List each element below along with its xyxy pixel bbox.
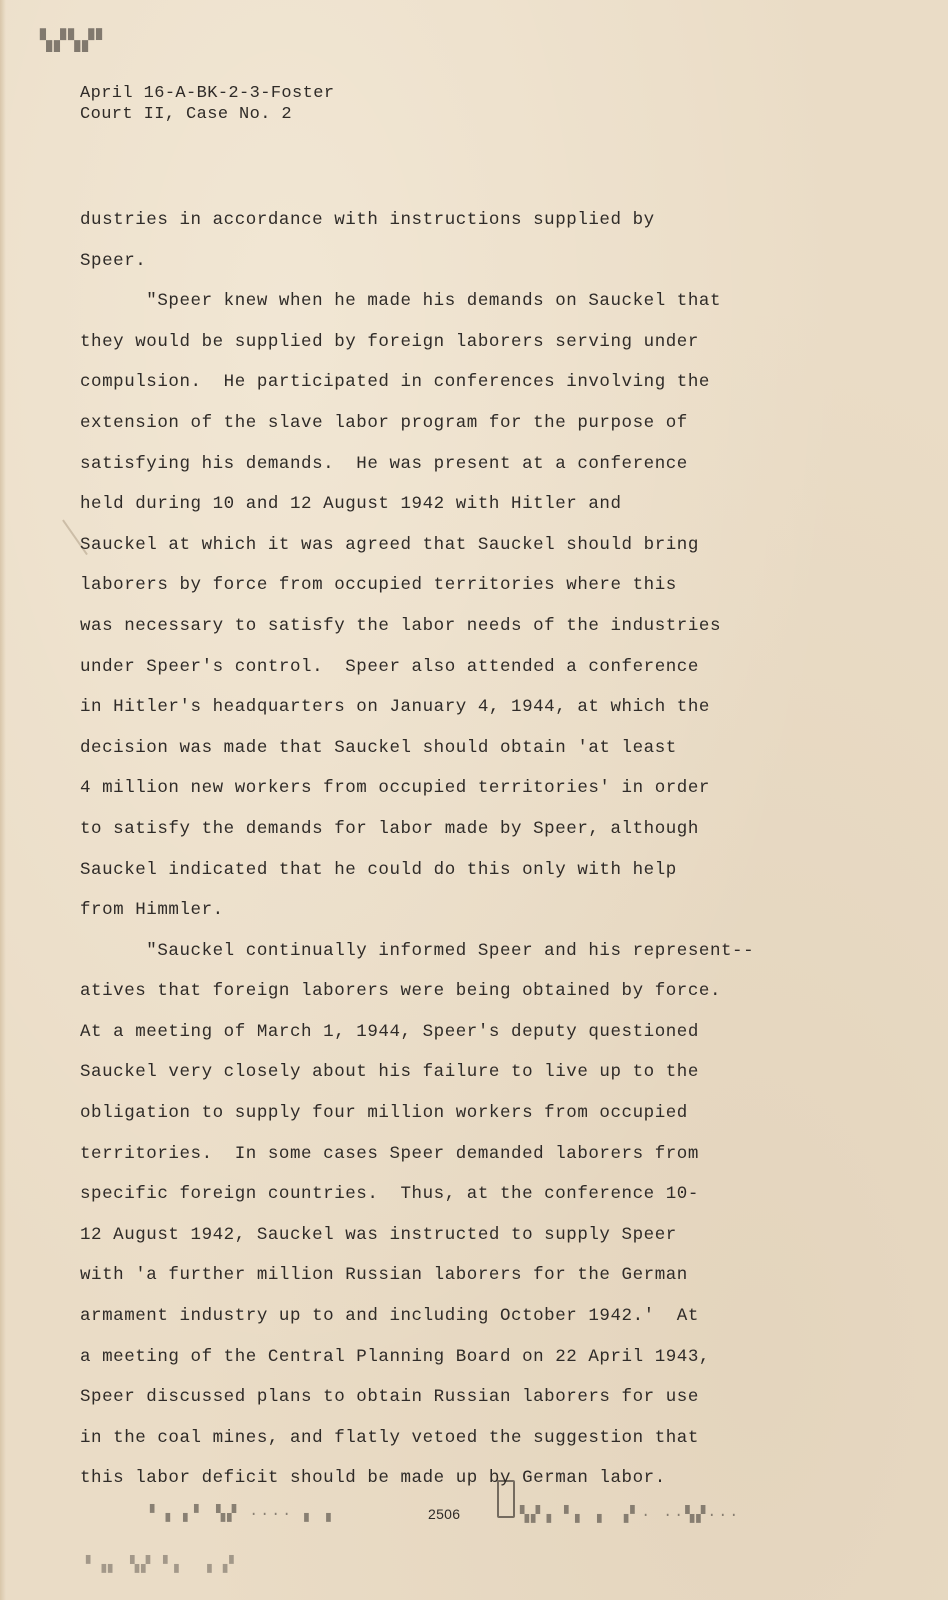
body-line: Speer discussed plans to obtain Russian laborers for use: [80, 1387, 699, 1408]
body-line: specific foreign countries. Thus, at the conference 10-: [80, 1184, 699, 1205]
body-line: Sauckel very closely about his failure to live up to the: [80, 1062, 699, 1083]
staple-mark: [497, 1480, 515, 1518]
body-line: "Sauckel continually informed Speer and his represent--: [80, 940, 755, 961]
body-line: to satisfy the demands for labor made by Speer, although: [80, 818, 699, 839]
header-court-case: Court II, Case No. 2: [80, 105, 293, 124]
body-line: in the coal mines, and flatly vetoed the suggestion that: [80, 1427, 699, 1448]
body-line: with 'a further million Russian laborers for the German: [80, 1265, 688, 1286]
body-line: Speer.: [80, 250, 147, 271]
body-line: 4 million new workers from occupied territories' in order: [80, 778, 710, 799]
ink-smudge-top: ▚▞▚▞▘: [40, 31, 111, 54]
body-line: "Speer knew when he made his demands on Sauckel that: [80, 291, 721, 312]
body-line: in Hitler's headquarters on January 4, 1944, at which the: [80, 697, 710, 718]
body-line: held during 10 and 12 August 1942 with Hitler and: [80, 494, 622, 515]
body-line: this labor deficit should be made up by German labor.: [80, 1468, 666, 1489]
body-line: extension of the slave labor program for the purpose of: [80, 412, 688, 433]
document-header: [80, 83, 334, 125]
body-line: At a meeting of March 1, 1944, Speer's deputy questioned: [80, 1021, 699, 1042]
body-line: decision was made that Sauckel should obtain 'at least: [80, 737, 677, 758]
document-body: [80, 200, 800, 1499]
body-line: from Himmler.: [80, 900, 224, 921]
ink-smudge-bottom-left: ▘▗ ▖▘ ▚▞ ∙∙∙∙ ▖ ▖: [150, 1506, 338, 1523]
body-line: laborers by force from occupied territories where this: [80, 575, 677, 596]
body-line: territories. In some cases Speer demanded laborers from: [80, 1143, 699, 1164]
body-line: obligation to supply four million workers from occupied: [80, 1103, 688, 1124]
body-line: a meeting of the Central Planning Board on 22 April 1943,: [80, 1346, 710, 1367]
body-line: satisfying his demands. He was present at a conference: [80, 453, 688, 474]
ink-smudge-footer: ▘▗▖ ▚▞ ▘▖ ▖▗▘: [86, 1557, 241, 1574]
body-line: armament industry up to and including October 1942.' At: [80, 1306, 699, 1327]
header-reference: April 16-A-BK-2-3-Foster: [80, 84, 335, 103]
body-line: Sauckel at which it was agreed that Sauckel should bring: [80, 534, 699, 555]
page-edge: [0, 0, 6, 1600]
body-line: 12 August 1942, Sauckel was instructed to supply Speer: [80, 1224, 677, 1245]
body-line: was necessary to satisfy the labor needs of the industries: [80, 615, 721, 636]
body-line: under Speer's control. Speer also attended a conference: [80, 656, 699, 677]
body-line: compulsion. He participated in conferences involving the: [80, 372, 710, 393]
body-line: dustries in accordance with instructions supplied by: [80, 210, 655, 230]
body-line: Sauckel indicated that he could do this only with help: [80, 859, 677, 880]
ink-smudge-bottom-right: ▚▞▗ ▘▖ ▖ ▗▘∙ ∙∙▚▞∙∙∙: [520, 1507, 741, 1524]
body-line: they would be supplied by foreign laborers serving under: [80, 331, 699, 352]
body-line: atives that foreign laborers were being obtained by force.: [80, 981, 721, 1002]
page-number: 2506: [428, 1506, 461, 1522]
